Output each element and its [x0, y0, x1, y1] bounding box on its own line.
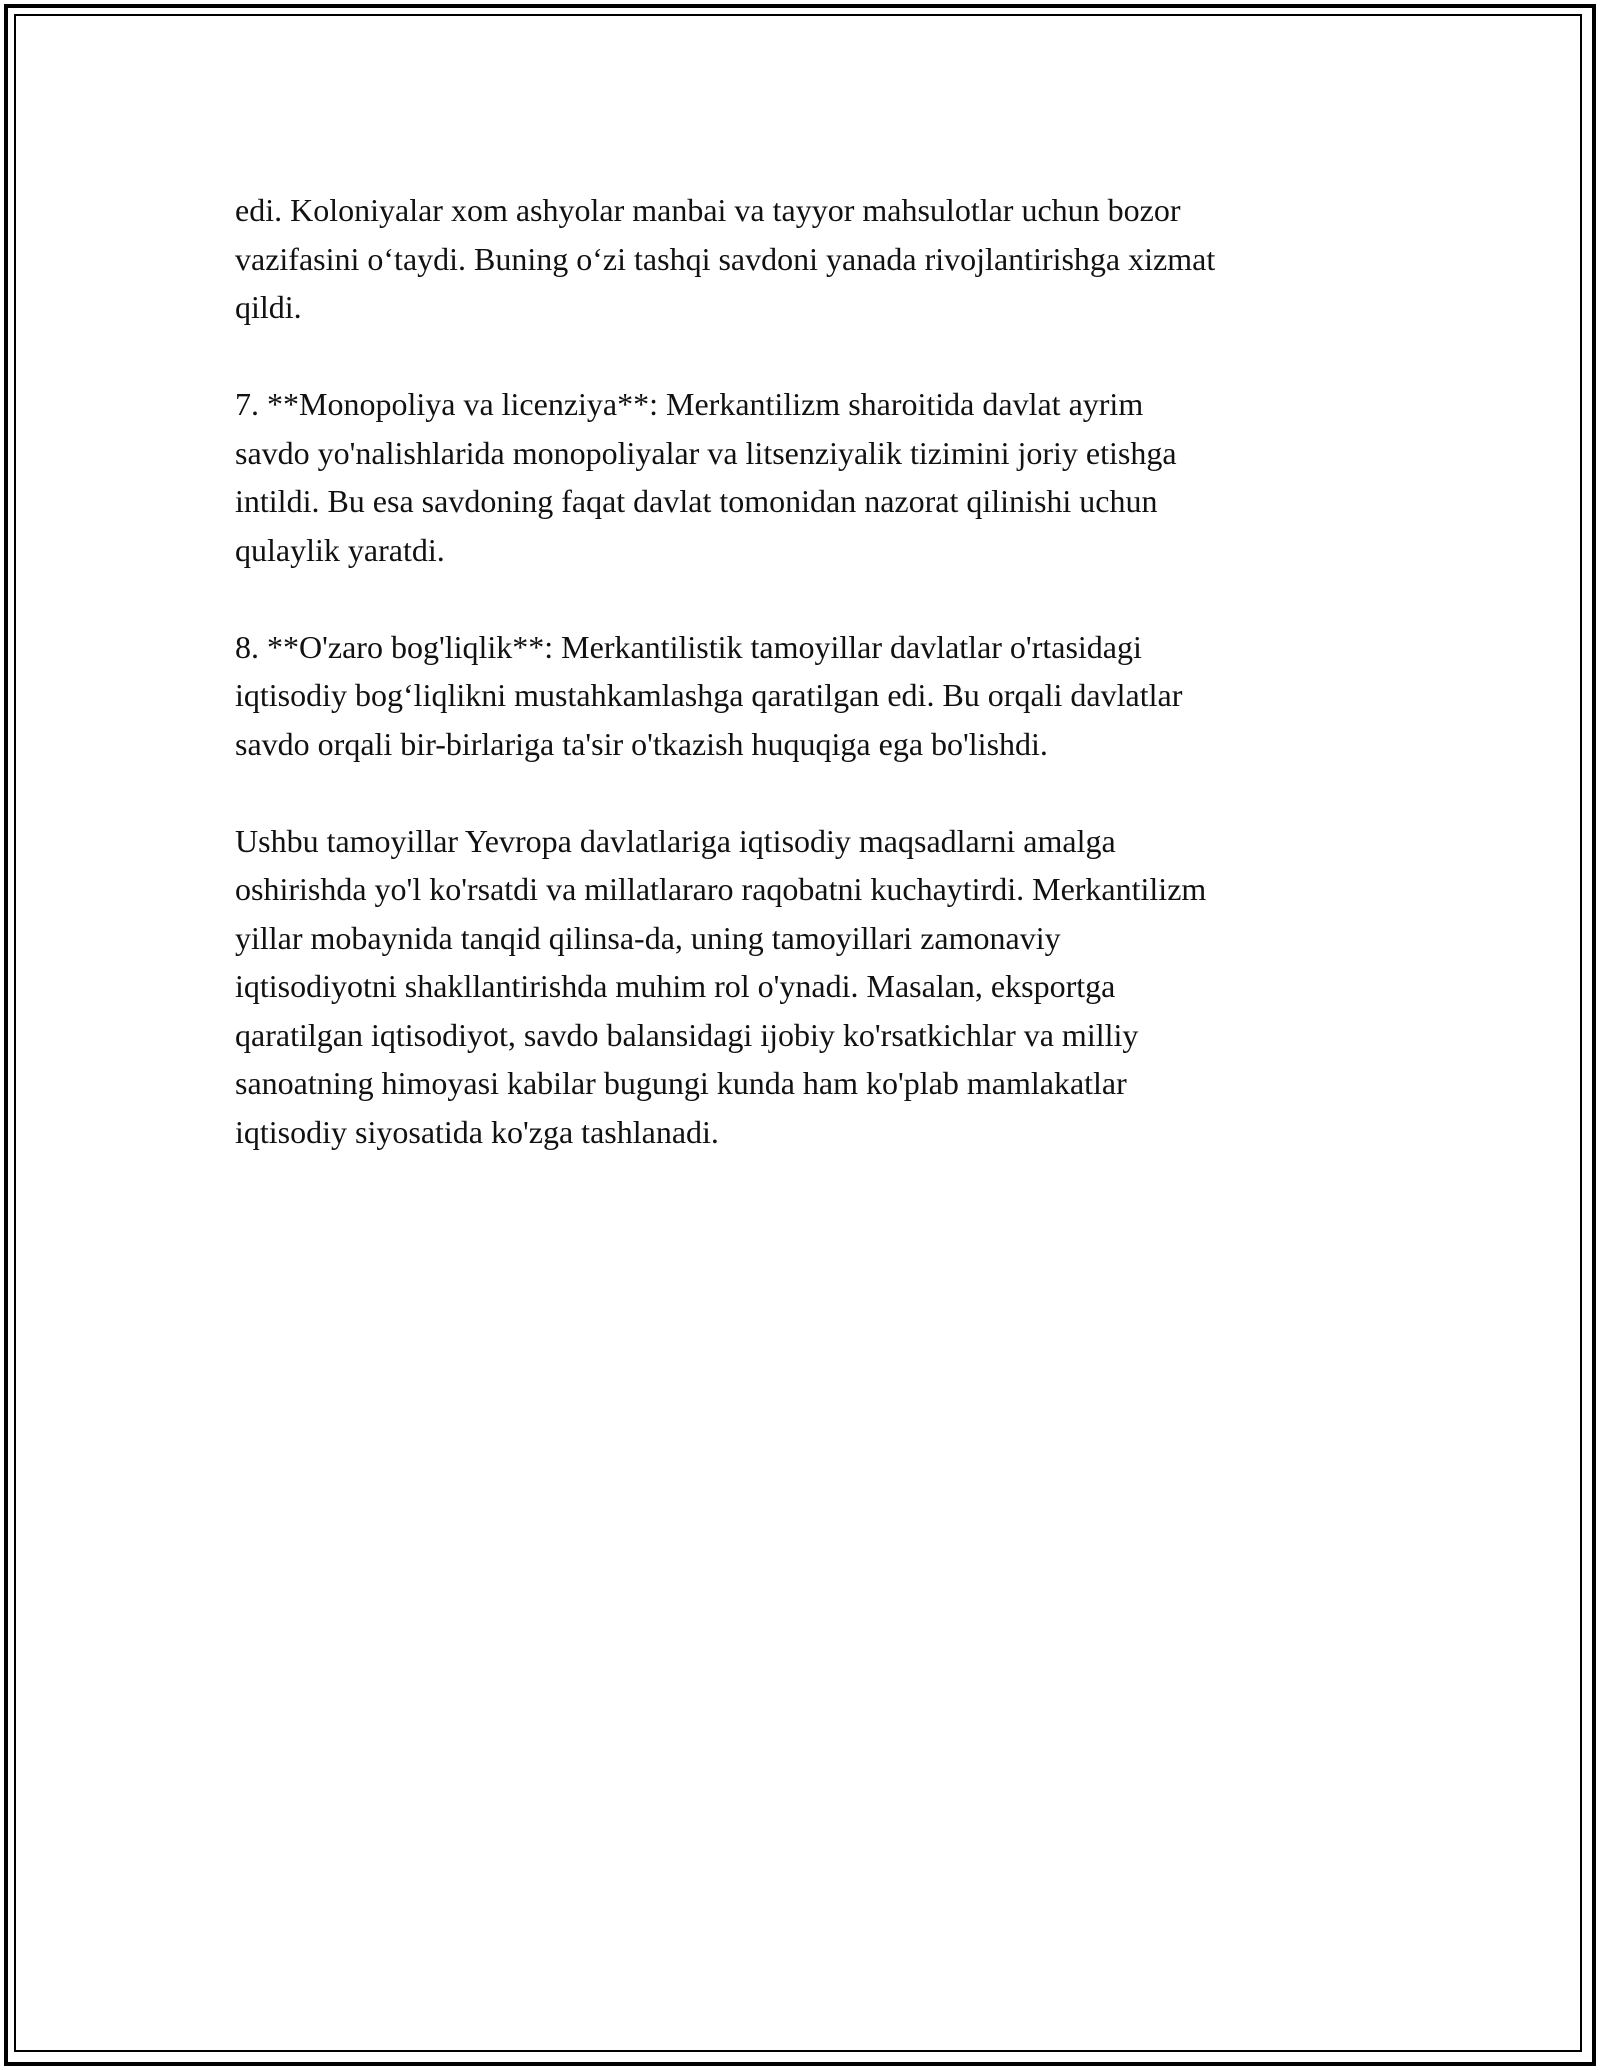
paragraph-conclusion	[235, 817, 1385, 1157]
text-line: qildi.	[235, 289, 302, 325]
text-line: iqtisodiyotni shakllantirishda muhim rol o'ynadi. Masalan, eksportga	[235, 968, 1116, 1004]
text-line: savdo yo'nalishlarida monopoliyalar va litsenziyalik tizimini joriy etishga	[235, 434, 1177, 471]
paragraph-monopoly	[235, 380, 1385, 574]
text-line: 7. **Monopoliya va licenziya**: Merkantilizm sharoitida davlat ayrim	[235, 386, 1144, 422]
paragraph-colonies	[235, 186, 1385, 332]
text-line: Ushbu tamoyillar Yevropa davlatlariga iqtisodiy maqsadlarni amalga	[235, 822, 1116, 859]
text-line: savdo orqali bir-birlariga ta'sir o'tkazish huquqiga ega bo'lishdi.	[235, 725, 1048, 762]
text-line: vazifasini o‘taydi. Buning o‘zi tashqi savdoni yanada rivojlantirishga xizmat	[235, 240, 1216, 277]
text-line: sanoatning himoyasi kabilar bugungi kunda ham ko'plab mamlakatlar	[235, 1065, 1127, 1101]
text-line: edi. Koloniyalar xom ashyolar manbai va tayyor mahsulotlar uchun bozor	[235, 192, 1181, 228]
document-body	[235, 186, 1385, 1156]
text-line: 8. **O'zaro bog'liqlik**: Merkantilistik tamoyillar davlatlar o'rtasidagi	[235, 628, 1142, 665]
text-line: iqtisodiy siyosatida ko'zga tashlanadi.	[235, 1113, 719, 1150]
text-line: iqtisodiy bog‘liqlikni mustahkamlashga qaratilgan edi. Bu orqali davlatlar	[235, 677, 1183, 713]
text-line: qulaylik yaratdi.	[235, 531, 445, 568]
paragraph-interdependence	[235, 623, 1385, 769]
text-line: yillar mobaynida tanqid qilinsa-da, uning tamoyillari zamonaviy	[235, 919, 1061, 956]
text-line: qaratilgan iqtisodiyot, savdo balansidagi ijobiy ko'rsatkichlar va milliy	[235, 1016, 1139, 1053]
text-line: intildi. Bu esa savdoning faqat davlat tomonidan nazorat qilinishi uchun	[235, 483, 1158, 519]
text-line: oshirishda yo'l ko'rsatdi va millatlararo raqobatni kuchaytirdi. Merkantilizm	[235, 871, 1207, 907]
